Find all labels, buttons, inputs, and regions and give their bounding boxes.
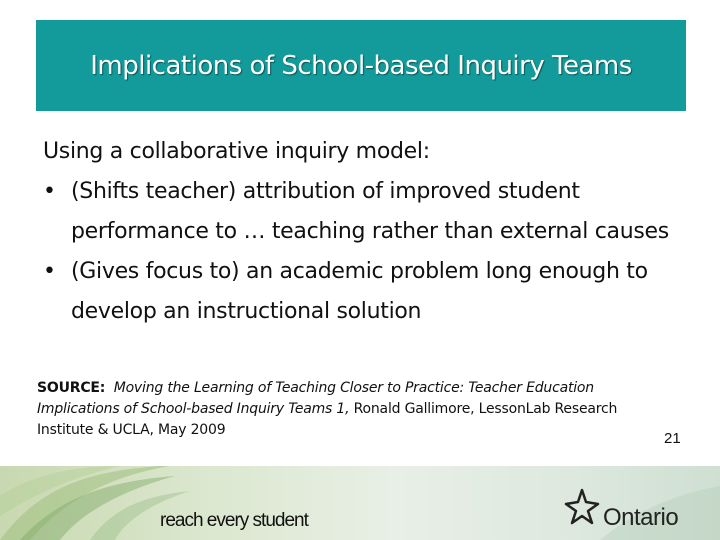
- trillium-icon: [562, 486, 602, 526]
- source-label: SOURCE:: [37, 380, 106, 396]
- source-author: Ronald Gallimore, LessonLab Research Institute & UCLA, May 2009: [37, 401, 618, 438]
- footer-banner: [0, 466, 720, 540]
- bullet-symbol: •: [43, 259, 56, 284]
- page-number: 21: [664, 430, 681, 447]
- source-citation: [37, 378, 669, 441]
- slide-body: [43, 132, 683, 332]
- bullet-symbol: •: [43, 179, 56, 204]
- bullet-item: [43, 252, 683, 332]
- ontario-logo-text: Ontario: [603, 504, 679, 531]
- bullet-text: (Shifts teacher) attribution of improved student performance to … teaching rather than external causes: [71, 179, 669, 244]
- bullet-item: [43, 172, 683, 252]
- tagline: reach every student: [160, 510, 308, 531]
- slide-title: Implications of School-based Inquiry Teams: [90, 50, 632, 81]
- intro-text: Using a collaborative inquiry model:: [43, 139, 430, 164]
- bullet-text: (Gives focus to) an academic problem long enough to develop an instructional solution: [71, 259, 648, 324]
- source-title: Moving the Learning of Teaching Closer to Practice: Teacher Education Implications of School-based Inquiry Teams 1,: [37, 380, 594, 417]
- title-bar: [36, 20, 686, 111]
